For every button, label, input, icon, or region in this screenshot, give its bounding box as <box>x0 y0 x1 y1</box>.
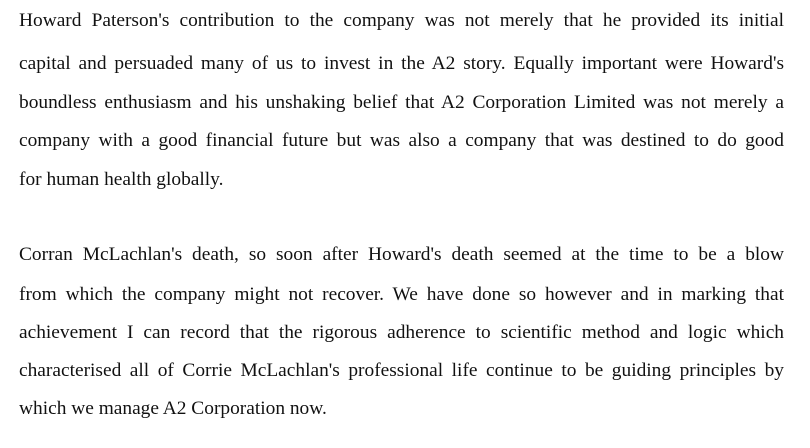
text-line: boundless enthusiasm and his unshaking belief that A2 Corporation Limited was not merely a <box>19 92 784 113</box>
text-line: company with a good financial future but was also a company that was destined to do good <box>19 130 784 151</box>
text-line: Howard Paterson's contribution to the company was not merely that he provided its initial <box>19 10 784 31</box>
text-line: Corran McLachlan's death, so soon after Howard's death seemed at the time to be a blow <box>19 244 784 265</box>
text-line: capital and persuaded many of us to invest in the A2 story. Equally important were Howard's <box>19 53 784 74</box>
text-line: from which the company might not recover. We have done so however and in marking that <box>19 284 784 305</box>
text-line: which we manage A2 Corporation now. <box>19 398 327 419</box>
text-line: achievement I can record that the rigorous adherence to scientific method and logic which <box>19 322 784 343</box>
text-line: for human health globally. <box>19 169 224 190</box>
text-line: characterised all of Corrie McLachlan's professional life continue to be guiding principles by <box>19 360 784 381</box>
